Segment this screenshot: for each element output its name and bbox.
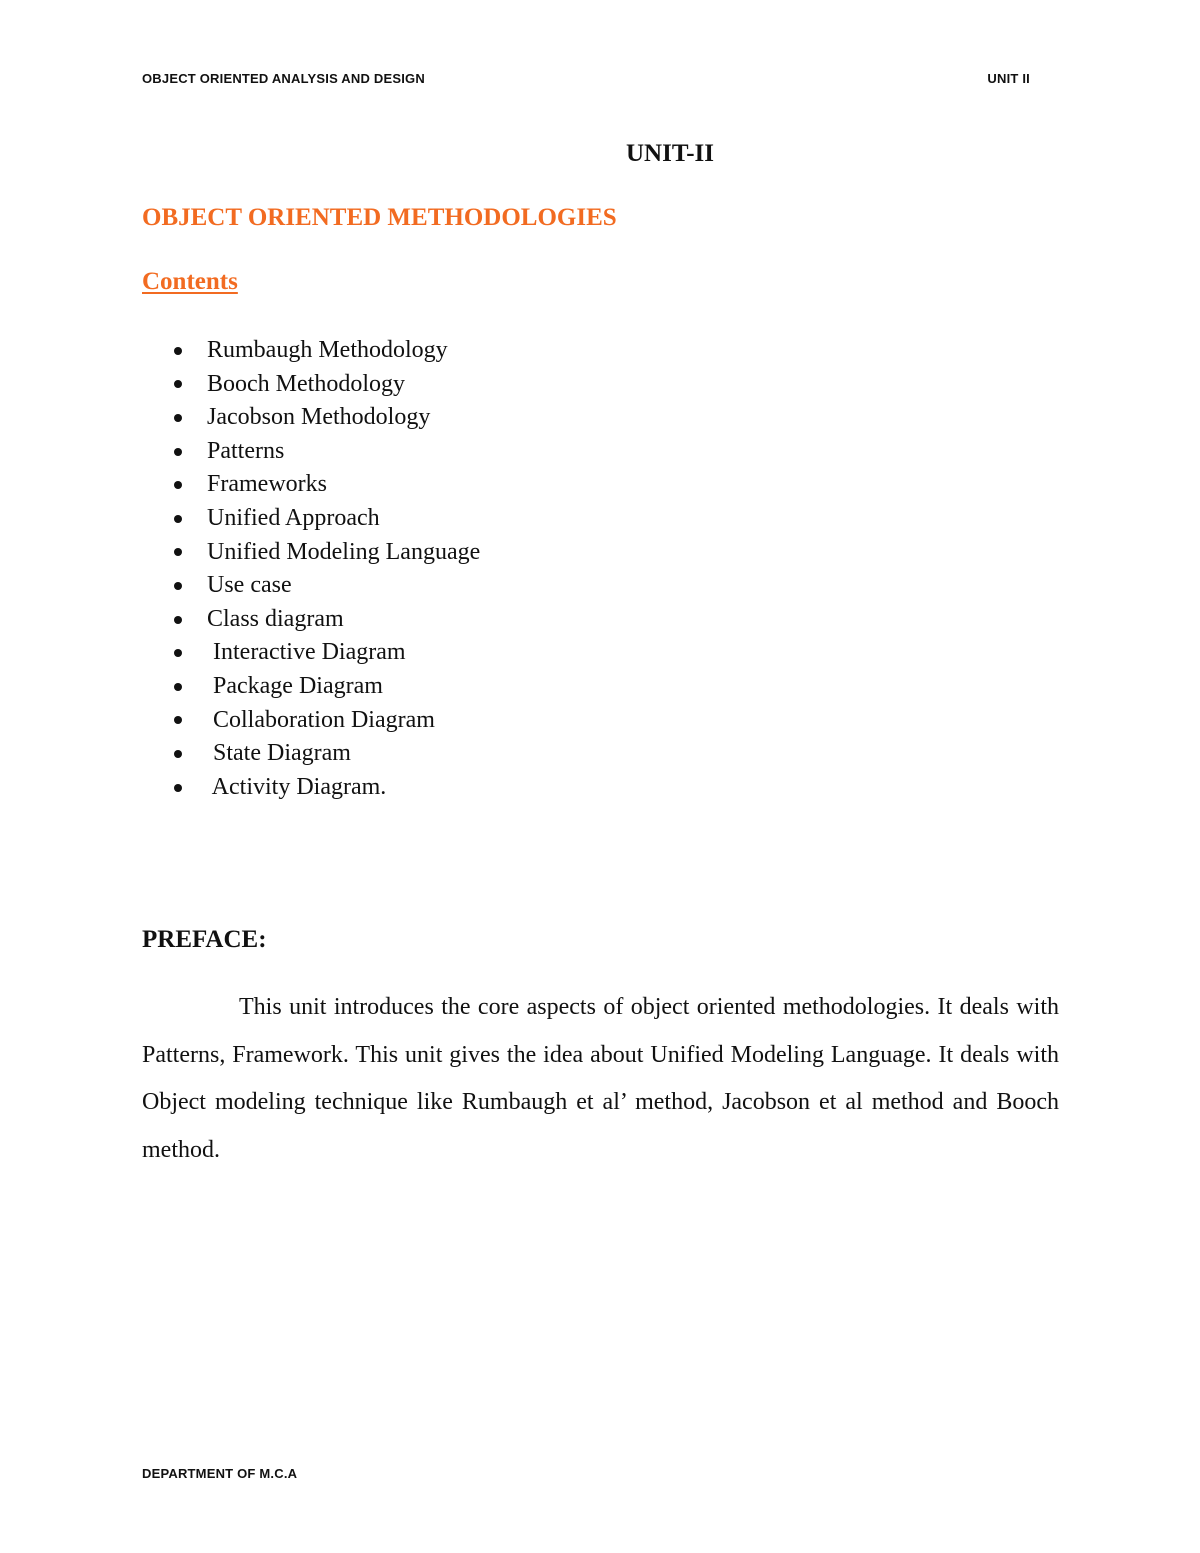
list-item-text: Rumbaugh Methodology: [207, 337, 448, 363]
list-item: [174, 368, 480, 402]
list-item: [174, 536, 480, 570]
list-item: [174, 670, 480, 704]
preface-heading: PREFACE:: [142, 926, 267, 953]
list-item: [174, 603, 480, 637]
list-item-text: Unified Approach: [207, 504, 380, 531]
bullet-icon: [174, 649, 182, 657]
bullet-icon: [174, 582, 182, 590]
header-course-title: OBJECT ORIENTED ANALYSIS AND DESIGN: [142, 71, 425, 86]
list-item-text: Use case: [207, 572, 292, 599]
list-item: [174, 334, 480, 368]
running-header: [142, 71, 1030, 86]
bullet-icon: [174, 481, 182, 489]
list-item: [174, 737, 480, 771]
list-item-text: Unified Modeling Language: [207, 538, 481, 565]
list-item-text: State Diagram: [207, 740, 351, 767]
bullet-icon: [174, 616, 182, 624]
bullet-icon: [174, 380, 182, 388]
list-item-text: Jacobson Methodology: [207, 404, 431, 431]
list-item-text: Activity Diagram.: [207, 773, 387, 800]
bullet-icon: [174, 548, 182, 556]
list-item: [174, 401, 480, 435]
list-item-text: Package Diagram: [207, 672, 383, 699]
bullet-icon: [174, 414, 182, 422]
list-item-text: Interactive Diagram: [207, 639, 406, 666]
list-item: [174, 502, 480, 536]
bullet-icon: [174, 716, 182, 724]
bullet-icon: [174, 784, 182, 792]
document-title: OBJECT ORIENTED METHODOLOGIES: [142, 204, 617, 231]
header-unit-label: UNIT II: [987, 71, 1030, 86]
list-item: [174, 569, 480, 603]
bullet-icon: [174, 347, 182, 355]
list-item: [174, 704, 480, 738]
preface-paragraph: This unit introduces the core aspects of object oriented methodologies. It deals with Patterns, Framework. This unit gives the idea about Unified Modeling Language. It deals with Object modeling technique like Rumbaugh et al’ method, Jacobson et al method and Booch method.: [142, 994, 1059, 1163]
unit-title: UNIT-II: [625, 140, 714, 167]
list-item-text: Frameworks: [207, 471, 327, 498]
list-item: [174, 435, 480, 469]
contents-heading: Contents: [142, 268, 238, 295]
list-item: [174, 468, 480, 502]
list-item: [174, 771, 480, 805]
list-item: [174, 636, 480, 670]
list-item-text: Booch Methodology: [207, 370, 405, 397]
list-item-text: Class diagram: [207, 605, 344, 632]
bullet-icon: [174, 448, 182, 456]
bullet-icon: [174, 515, 182, 523]
running-footer: DEPARTMENT OF M.C.A: [142, 1466, 298, 1481]
list-item-text: Patterns: [207, 437, 285, 464]
bullet-icon: [174, 750, 182, 758]
contents-list: [174, 334, 480, 804]
list-item-text: Collaboration Diagram: [207, 706, 435, 733]
bullet-icon: [174, 683, 182, 691]
